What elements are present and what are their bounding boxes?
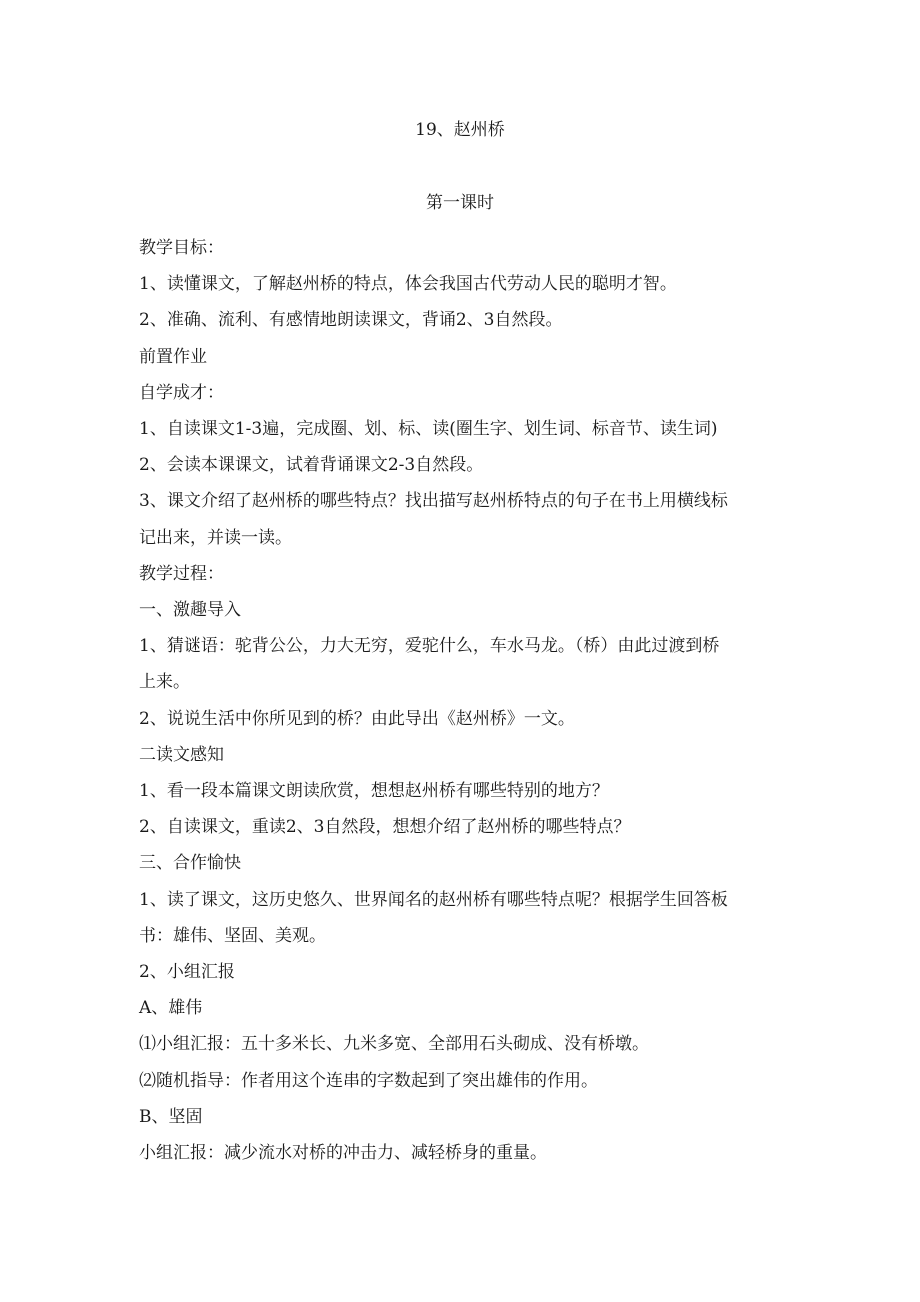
subsection-heading: B、坚固 (139, 1106, 203, 1127)
body-line: 1、看一段本篇课文朗读欣赏，想想赵州桥有哪些特别的地方？ (139, 781, 609, 802)
section-heading: 一、激趣导入 (139, 600, 241, 621)
section-heading: 教学过程： (139, 563, 224, 584)
body-line: 2、小组汇报 (139, 962, 235, 983)
body-line: ⑵随机指导：作者用这个连串的字数起到了突出雄伟的作用。 (139, 1070, 598, 1091)
subsection-heading: A、雄伟 (139, 998, 203, 1019)
document-title: 19、赵州桥 (415, 120, 505, 140)
body-line: 2、说说生活中你所见到的桥？由此导出《赵州桥》一文。 (139, 708, 575, 729)
body-line: 1、读了课文，这历史悠久、世界闻名的赵州桥有哪些特点呢？根据学生回答板 (139, 889, 728, 910)
body-line: 上来。 (139, 672, 190, 693)
body-line: 1、自读课文1-3遍，完成圈、划、标、读(圈生字、划生词、标音节、读生词) (139, 419, 718, 440)
body-line: 1、读懂课文，了解赵州桥的特点，体会我国古代劳动人民的聪明才智。 (139, 274, 677, 295)
section-heading: 前置作业 (139, 346, 207, 367)
body-line: 书：雄伟、坚固、美观。 (139, 925, 326, 946)
section-heading: 三、合作愉快 (139, 853, 241, 874)
body-line: 1、猜谜语：驼背公公，力大无穷，爱驼什么，车水马龙。（桥）由此过渡到桥 (139, 636, 720, 657)
body-line: 小组汇报：减少流水对桥的冲击力、减轻桥身的重量。 (139, 1143, 547, 1164)
body-line: 2、准确、流利、有感情地朗读课文，背诵2、3自然段。 (139, 310, 563, 331)
section-heading: 教学目标： (139, 238, 224, 258)
body-line: ⑴小组汇报：五十多米长、九米多宽、全部用石头砌成、没有桥墩。 (139, 1034, 649, 1055)
section-heading: 自学成才： (139, 382, 224, 403)
body-line: 2、会读本课课文，试着背诵课文2-3自然段。 (139, 455, 484, 476)
document-body (139, 230, 789, 1171)
body-line: 3、课文介绍了赵州桥的哪些特点？找出描写赵州桥特点的句子在书上用横线标 (139, 491, 728, 512)
body-line: 2、自读课文，重读2、3自然段，想想介绍了赵州桥的哪些特点？ (139, 817, 631, 838)
body-line: 记出来，并读一读。 (139, 527, 292, 548)
section-heading: 二读文感知 (139, 744, 224, 765)
lesson-title: 第一课时 (426, 193, 494, 213)
